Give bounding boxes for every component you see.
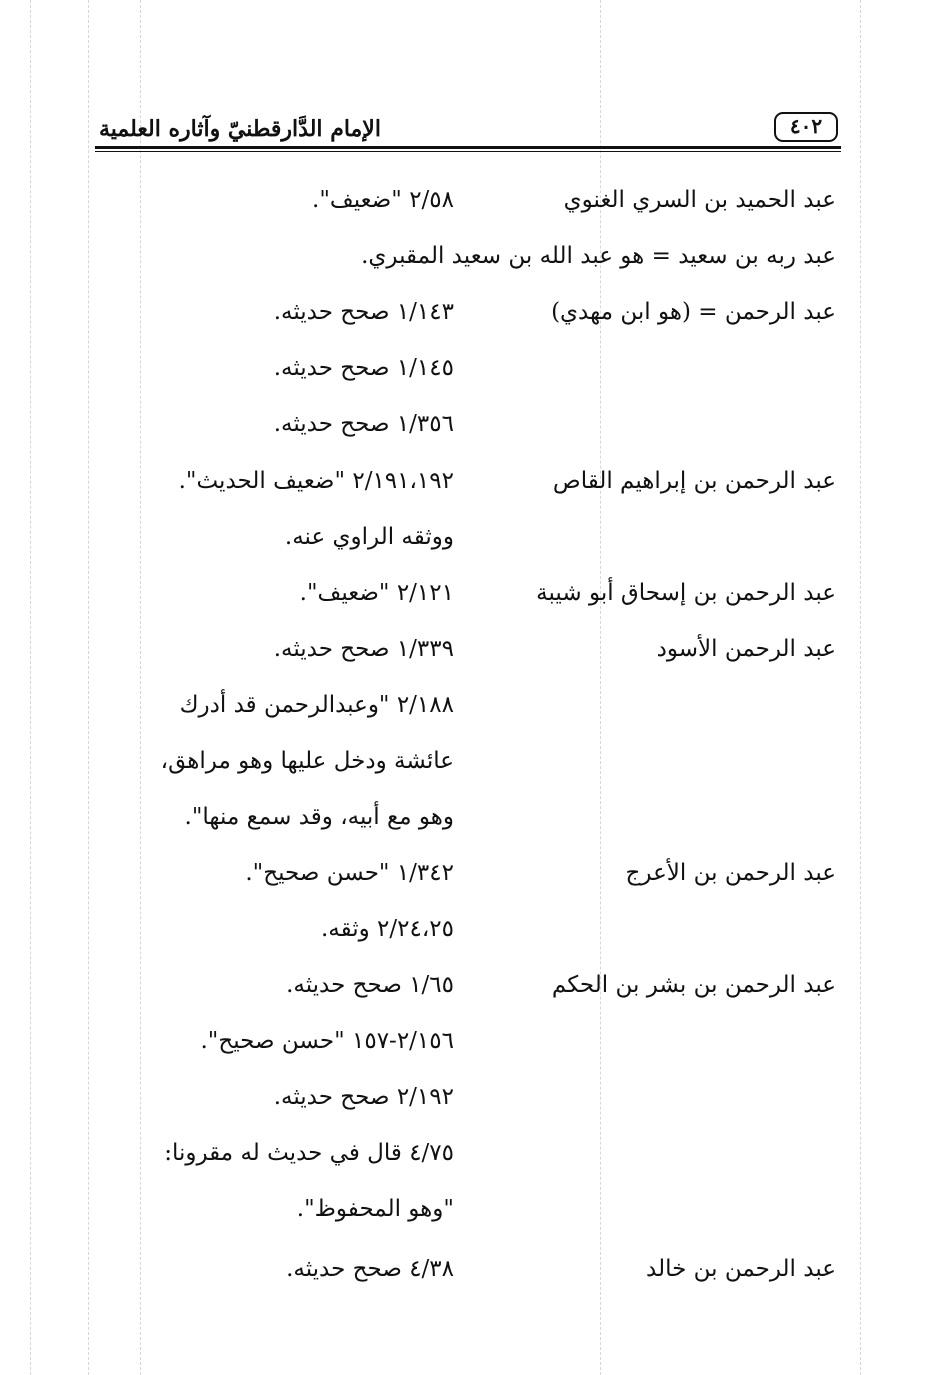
entry-row xyxy=(80,1189,840,1229)
entry-row xyxy=(80,909,840,949)
entry-row xyxy=(80,517,840,557)
entry-row xyxy=(80,404,840,444)
header-rule-thin xyxy=(95,151,841,152)
reference-text: ٢/١٩١،١٩٢ "ضعيف الحديث". xyxy=(178,468,454,494)
reference-text: ووثقه الراوي عنه. xyxy=(284,524,454,550)
header-rule xyxy=(95,146,841,149)
entry-row xyxy=(80,1133,840,1173)
entry-row xyxy=(80,965,840,1005)
reference-text: ١/٣٣٩ صحح حديثه. xyxy=(273,636,454,662)
entry-row xyxy=(80,797,840,837)
narrator-name: عبد الحميد بن السري الغنوي xyxy=(563,187,836,213)
narrator-name: عبد الرحمن الأسود xyxy=(656,636,836,662)
reference-text: ٢/١٨٨ "وعبدالرحمن قد أدرك xyxy=(179,692,454,718)
reference-text: وهو مع أبيه، وقد سمع منها". xyxy=(184,804,454,830)
entry-row xyxy=(80,180,840,220)
entry-row xyxy=(80,741,840,781)
reference-text: عائشة ودخل عليها وهو مراهق، xyxy=(160,748,454,774)
reference-text: ١/٣٤٢ "حسن صحيح". xyxy=(245,860,454,886)
entry-row xyxy=(80,1021,840,1061)
page-header xyxy=(95,110,840,156)
reference-text: ٢/٢٤،٢٥ وثقه. xyxy=(320,916,454,942)
running-title: الإمام الدَّارقطنيّ وآثاره العلمية xyxy=(99,116,381,142)
entry-row xyxy=(80,348,840,388)
entry-row xyxy=(80,573,840,613)
narrator-name: عبد الرحمن بن إسحاق أبو شيبة xyxy=(536,580,836,606)
narrator-name: عبد الرحمن بن الأعرج xyxy=(625,860,836,886)
reference-text: ١/١٤٣ صحح حديثه. xyxy=(273,299,454,325)
narrator-name: عبد الرحمن بن خالد xyxy=(646,1256,836,1282)
narrator-name: عبد الرحمن بن بشر بن الحكم xyxy=(551,972,836,998)
page-number: ٤٠٢ xyxy=(774,112,838,142)
guide-line xyxy=(30,0,31,1375)
narrator-name: عبد الرحمن بن إبراهيم القاص xyxy=(552,468,836,494)
reference-text: "وهو المحفوظ". xyxy=(296,1196,454,1222)
reference-text: ١/١٤٥ صحح حديثه. xyxy=(273,355,454,381)
cross-reference: عبد ربه بن سعيد = هو عبد الله بن سعيد المقبري. xyxy=(361,243,836,269)
entry-row xyxy=(80,1077,840,1117)
reference-text: ٤/٧٥ قال في حديث له مقرونا: xyxy=(164,1140,454,1166)
entry-row xyxy=(80,236,840,276)
reference-text: ١/٦٥ صحح حديثه. xyxy=(286,972,454,998)
reference-text: ٢/١٢١ "ضعيف". xyxy=(299,580,454,606)
entry-row xyxy=(80,1249,840,1289)
entry-row xyxy=(80,292,840,332)
entry-row xyxy=(80,461,840,501)
entry-row xyxy=(80,853,840,893)
entry-row xyxy=(80,629,840,669)
reference-text: ٢/١٥٦-١٥٧ "حسن صحيح". xyxy=(200,1028,454,1054)
guide-line xyxy=(860,0,861,1375)
reference-text: ٢/٥٨ "ضعيف". xyxy=(312,187,454,213)
reference-text: ١/٣٥٦ صحح حديثه. xyxy=(273,411,454,437)
entry-row xyxy=(80,685,840,725)
reference-text: ٢/١٩٢ صحح حديثه. xyxy=(273,1084,454,1110)
narrator-name: عبد الرحمن = (هو ابن مهدي) xyxy=(551,299,836,325)
reference-text: ٤/٣٨ صحح حديثه. xyxy=(286,1256,454,1282)
